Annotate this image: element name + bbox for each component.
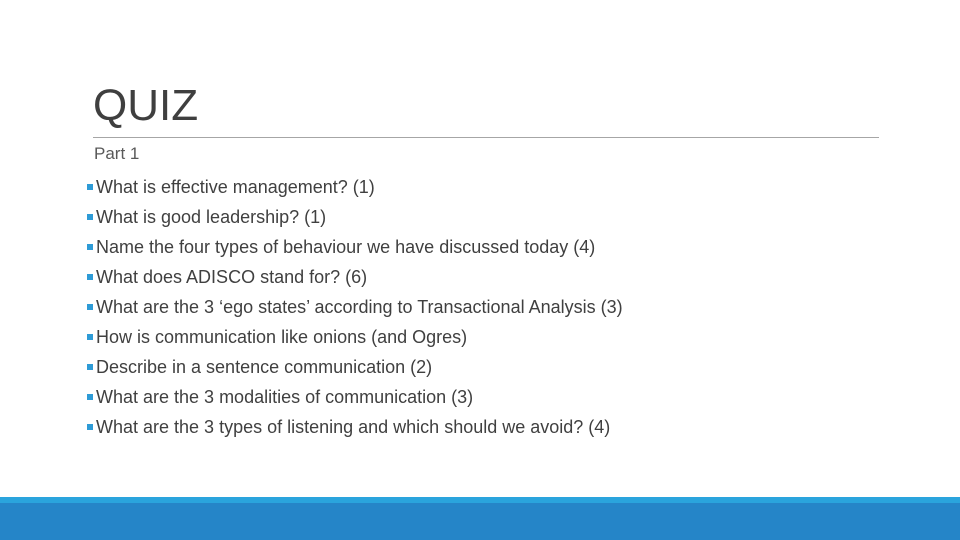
question-item: [87, 202, 623, 232]
question-item: [87, 382, 623, 412]
square-bullet-icon: [87, 214, 93, 220]
square-bullet-icon: [87, 334, 93, 340]
question-text: What are the 3 ‘ego states’ according to Transactional Analysis (3): [96, 296, 623, 317]
square-bullet-icon: [87, 184, 93, 190]
square-bullet-icon: [87, 304, 93, 310]
square-bullet-icon: [87, 274, 93, 280]
slide-subtitle: Part 1: [94, 144, 140, 163]
question-item: [87, 262, 623, 292]
question-list: [87, 172, 623, 442]
question-text: What is effective management? (1): [96, 176, 375, 197]
question-item: [87, 292, 623, 322]
question-text: Describe in a sentence communication (2): [96, 356, 433, 377]
title-divider: [93, 137, 879, 138]
question-item: [87, 352, 623, 382]
question-text: What are the 3 modalities of communication (3): [96, 386, 474, 407]
question-text: What does ADISCO stand for? (6): [96, 266, 368, 287]
question-text: What are the 3 types of listening and which should we avoid? (4): [96, 416, 611, 437]
square-bullet-icon: [87, 244, 93, 250]
question-text: What is good leadership? (1): [96, 206, 327, 227]
footer-band: [0, 503, 960, 540]
square-bullet-icon: [87, 394, 93, 400]
question-item: [87, 412, 623, 442]
square-bullet-icon: [87, 364, 93, 370]
slide-title: QUIZ: [93, 81, 199, 130]
question-item: [87, 172, 623, 202]
question-item: [87, 232, 623, 262]
question-text: Name the four types of behaviour we have discussed today (4): [96, 236, 596, 257]
question-item: [87, 322, 623, 352]
square-bullet-icon: [87, 424, 93, 430]
question-text: How is communication like onions (and Ogres): [96, 326, 468, 347]
